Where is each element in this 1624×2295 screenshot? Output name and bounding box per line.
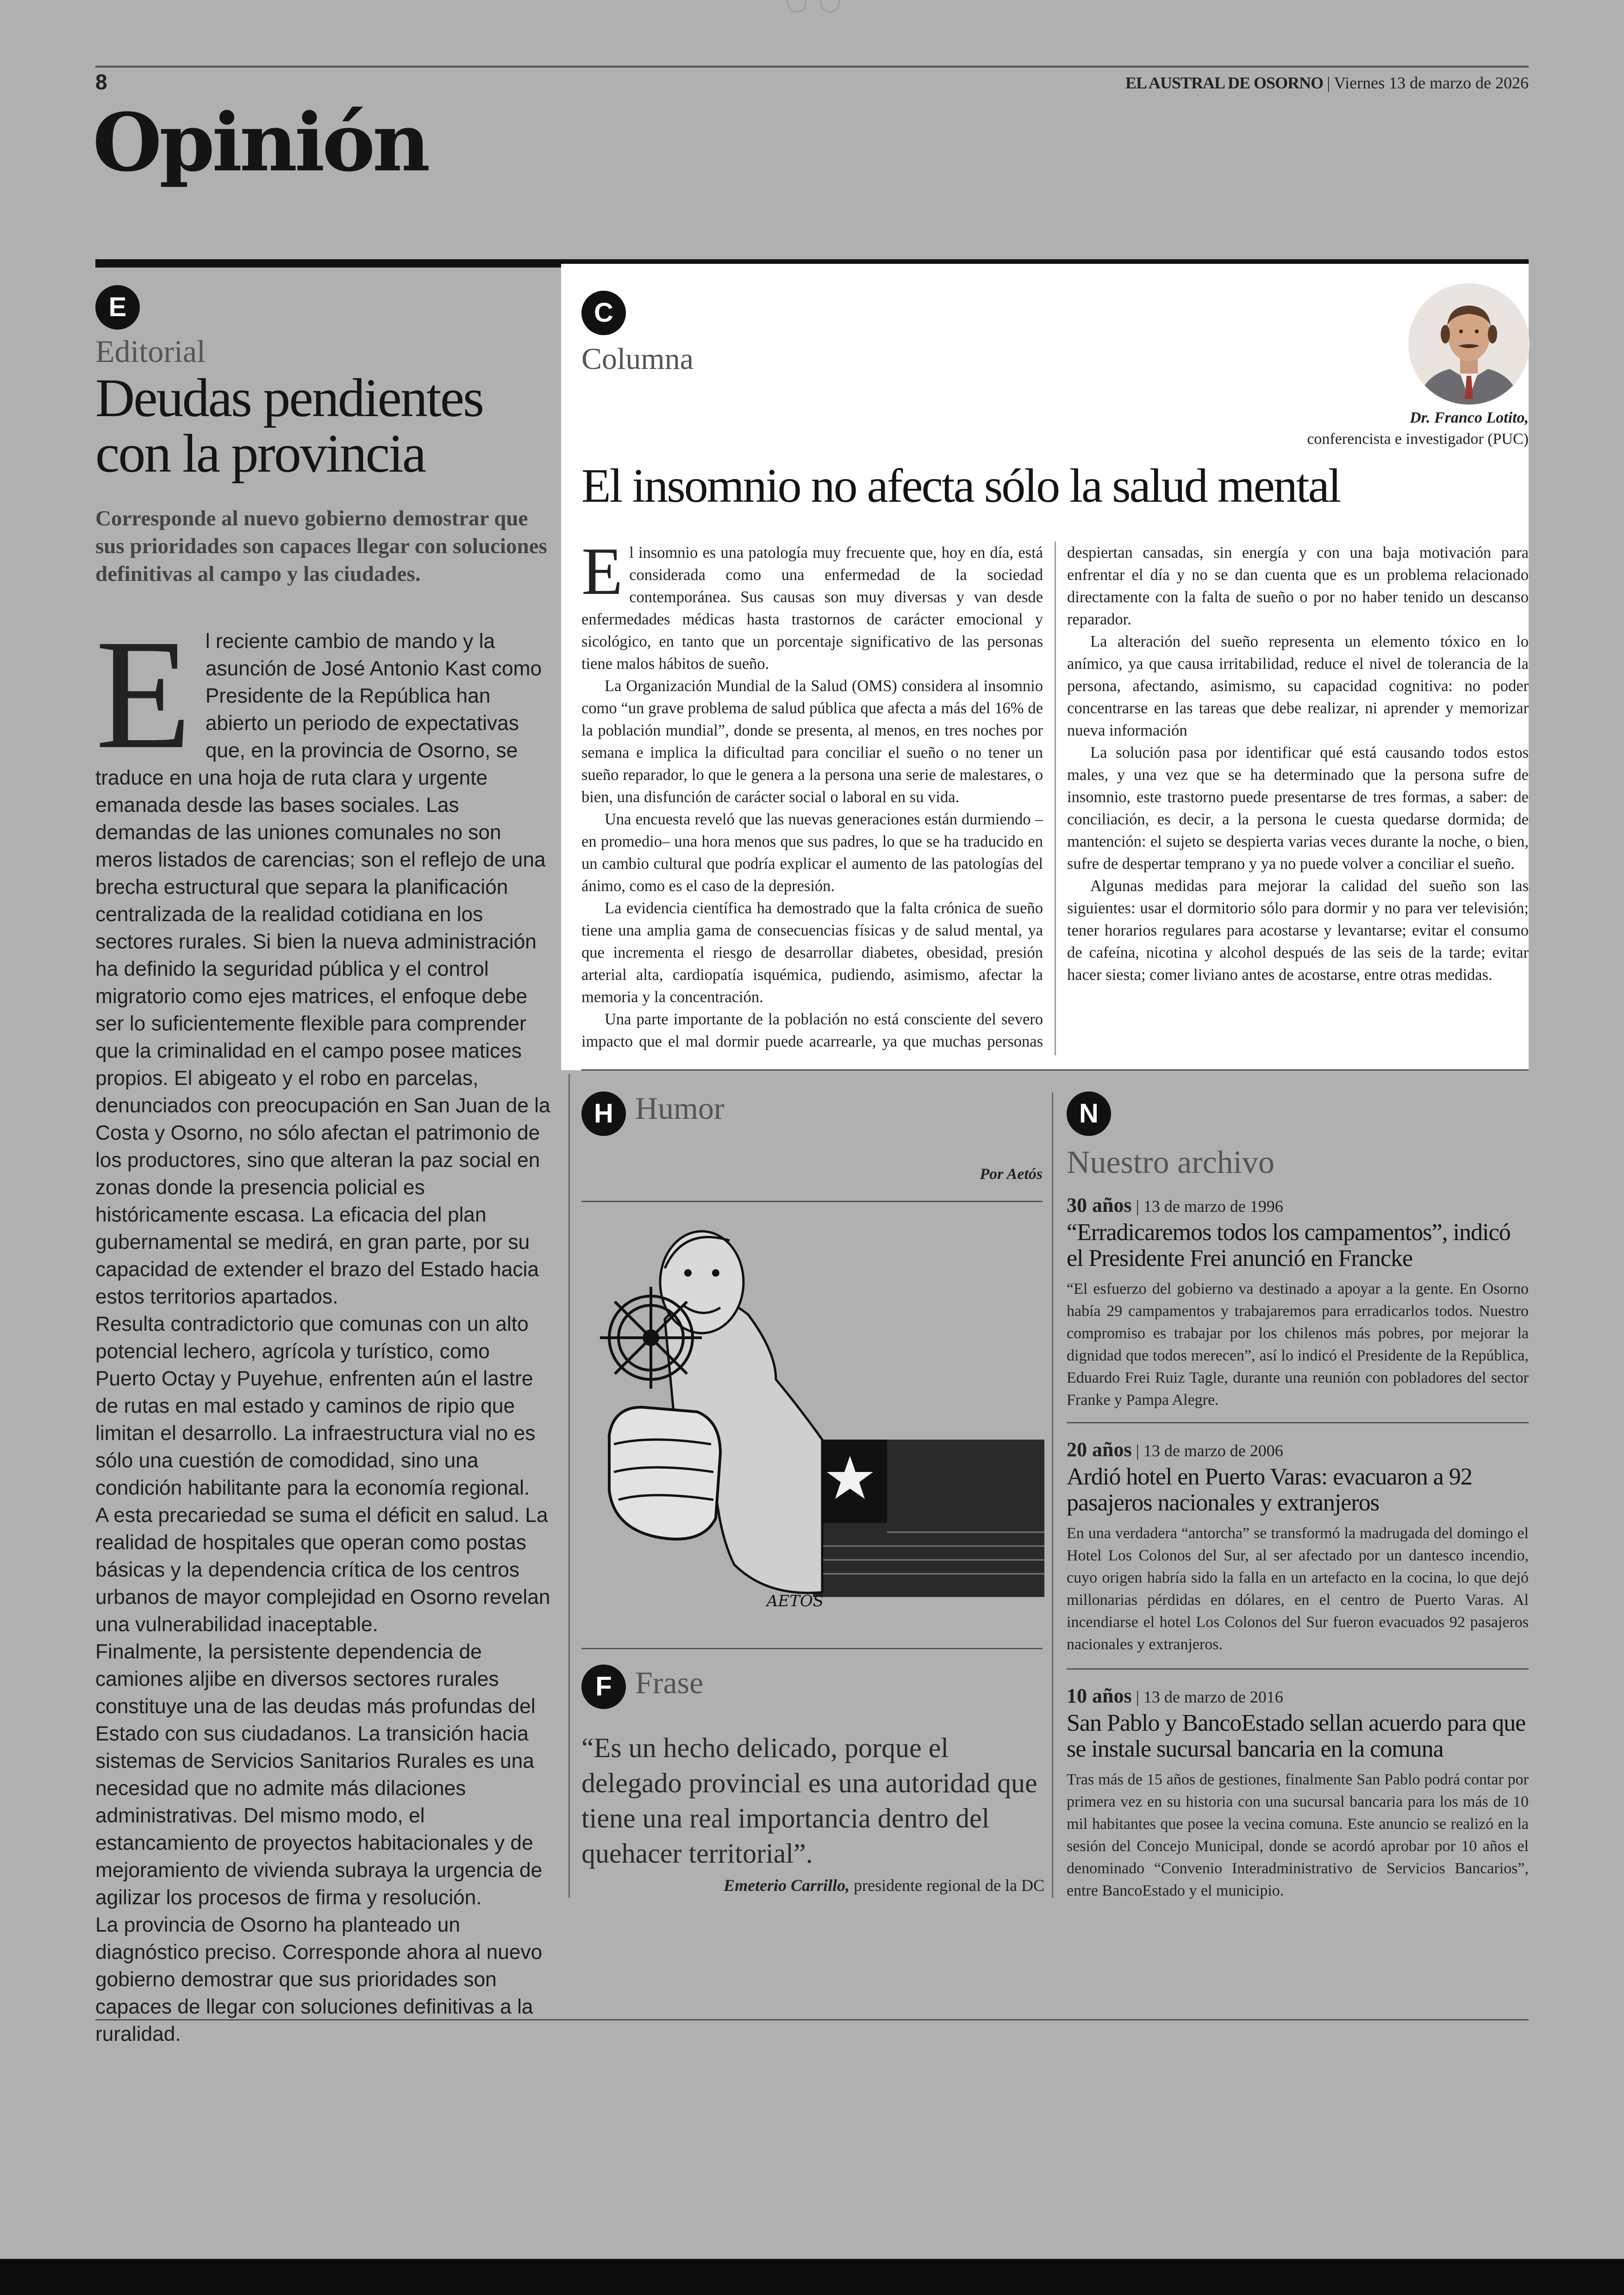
archive-item-date-line: 10 años | 13 de marzo de 2016 xyxy=(1067,1684,1283,1707)
frase-rule xyxy=(581,1648,1043,1649)
editorial-paragraph: A esta precariedad se suma el déficit en salud. La realidad de hospitales que operan como postas básicas y la dependencia crítica de los centros urbanos de mayor complejidad en Osorno revelan una vulnerabilidad inaceptable. xyxy=(95,1504,550,1636)
author-avatar xyxy=(1408,283,1530,405)
column-headline: El insomnio no afecta sólo la salud mental xyxy=(581,459,1340,512)
column-bottom-rule xyxy=(581,1069,1529,1071)
archive-item-text: Tras más de 15 años de gestiones, finalmente San Pablo podrá contar por primera vez en su historia con una sucursal bancaria para los más de 10 mil habitantes que posee la vecina comuna. Este anuncio se realizó en la sesión del Concejo Municipal, donde se acordó aprobar por 10 años el denominado “Convenio Interadministrativo de Servicios Bancarios”, entre BancoEstado y el municipio. xyxy=(1067,1771,1529,1899)
frase-author-name: Emeterio Carrillo, xyxy=(724,1876,850,1895)
column-paragraph: Una encuesta reveló que las nuevas generaciones están durmiendo –en promedio– una hora menos que sus padres, lo que se ha traducido en un cambio cultural que podría explicar el aumento de las patologías del ánimo, como es el caso de la depresión. xyxy=(581,811,1043,895)
editorial-body xyxy=(95,607,555,2048)
section-title: Opinión xyxy=(93,95,428,189)
viewer-bottom-bar xyxy=(0,2259,1624,2295)
humor-cartoon xyxy=(581,1213,1044,1620)
archive-item-date-line: 20 años | 13 de marzo de 2006 xyxy=(1067,1438,1283,1461)
frase-quote: “Es un hecho delicado, porque el delegado provincial es una autoridad que tiene una real importancia dentro del quehacer territorial”. xyxy=(581,1733,1037,1869)
column-paragraph: La alteración del sueño representa un elemento tóxico en lo anímico, ya que causa irritabilidad, reduce el nivel de tolerancia de la persona, afectando, asimismo, su capacidad cognitiva: no poder concentrarse en las tareas que debe realizar, ni aprender y memorizar nueva información xyxy=(1067,633,1529,739)
humor-badge: H xyxy=(581,1091,626,1136)
column-paragraph: La Organización Mundial de la Salud (OMS) considera al insomnio como “un grave problema de salud pública que afecta a más del 16% de la población mundial”, donde se presenta, al menos, en tres noches por semana e implica la dificultad para conciliar el sueño o no tener un sueño reparador, lo que le genera a la persona una serie de malestares, o bien, una disfunción de carácter social o laboral en su vida. xyxy=(581,677,1043,806)
column-body xyxy=(581,534,1529,1055)
editorial-drop-cap: E xyxy=(95,607,192,781)
column-paragraph: Algunas medidas para mejorar la calidad del sueño son las siguientes: usar el dormitorio sólo para dormir y no para ver televisión; tener horarios regulares para acostarse y levantarse; evitar el consumo de cafeína, nicotina y alcohol después de las seis de la tarde; evitar hacer siesta; comer liviano antes de acostarse, entre otras medidas. xyxy=(1067,877,1529,984)
archive-item-years: 20 años xyxy=(1067,1438,1132,1461)
archive-item-date: 13 de marzo de 2006 xyxy=(1143,1441,1283,1460)
archive-item-text: “El esfuerzo del gobierno va destinado a apoyar a la gente. En Osorno había 29 campamentos y trabajaremos para erradicarlos todos. Nuestro compromiso es trabajar por los chilenos más pobres, por mejorar la dignidad que todos merecen”, así lo indicó el Presidente de la República, Eduardo Frei Ruiz Tagle, durante una reunión con pobladores del sector Franke y Pampa Alegre. xyxy=(1067,1280,1529,1409)
column-paragraph: La evidencia científica ha demostrado que la falta crónica de sueño tiene una amplia gama de consecuencias físicas y de salud mental, ya que incrementa el riesgo de desarrollar diabetes, obesidad, presión arterial alta, cardiopatía isquémica, pudiendo, asimismo, afectar la memoria y la concentración. xyxy=(581,899,1043,1006)
editorial-paragraph: Resulta contradictorio que comunas con un alto potencial lechero, agrícola y turístico, como Puerto Octay y Puyehue, enfrenten aún el lastre de rutas en mal estado y caminos de ripio que limitan el desarrollo. La infraestructura vial no es sólo una cuestión de comodidad, sino una condición habilitante para la economía regional. xyxy=(95,1313,536,1499)
archive-item-date: 13 de marzo de 1996 xyxy=(1143,1197,1283,1216)
archive-badge: N xyxy=(1067,1091,1111,1136)
frase-author-role: presidente regional de la DC xyxy=(854,1876,1044,1895)
archive-item-text: En una verdadera “antorcha” se transformó la madrugada del domingo el Hotel Los Colonos del Sur, al ser afectado por un dantesco incendio, cuyo origen habría sido la falla en un artefacto en la cocina, lo que dejó millonarias pérdidas en dólares, en el centro de Puerto Varas. Al incendiarse el hotel Los Colonos del Sur fueron evacuados 92 pasajeros nacionales y extranjeros. xyxy=(1067,1525,1529,1653)
page-number: 8 xyxy=(95,70,107,94)
column-author xyxy=(1307,407,1529,450)
editorial-label: Editorial xyxy=(95,334,206,369)
footer-rule xyxy=(95,2019,1529,2021)
humor-byline: Por Aetós xyxy=(980,1166,1043,1183)
column-label: Columna xyxy=(581,342,693,376)
editorial-paragraph: El reciente cambio de mando y la asunción de José Antonio Kast como Presidente de la República han abierto un periodo de expectativas que, en la provincia de Osorno, se traduce en una hoja de ruta clara y urgente emanada desde las bases sociales. Las demandas de las uniones comunales no son meros listados de carencias; son el reflejo de una brecha estructural que separa la planificación centralizada de la realidad cotidiana en los sectores rurales. Si bien la nueva administración ha definido la seguridad pública y el control migratorio como ejes matrices, el enfoque debe ser lo suficientemente flexible para comprender que la criminalidad en el campo posee matices propios. El abigeato y el robo en parcelas, denunciados con preocupación en San Juan de la Costa y Osorno, no sólo afectan el patrimonio de los productores, sino que alteran la paz social en zonas donde la presencia policial es históricamente escasa. La eficacia del plan gubernamental se medirá, en gran parte, por su capacidad de extender el brazo del Estado hacia estos territorios apartados. xyxy=(95,607,550,1308)
archive-item-headline: Ardió hotel en Puerto Varas: evacuaron a 92 pasajeros nacionales y extranjeros xyxy=(1067,1464,1472,1516)
editorial-badge: E xyxy=(95,285,140,330)
editorial-deck: Corresponde al nuevo gobierno demostrar que sus prioridades son capaces llegar con soluciones definitivas al campo y las ciudades. xyxy=(95,506,547,586)
archive-label: Nuestro archivo xyxy=(1067,1145,1275,1180)
archive-divider xyxy=(1052,1092,1053,1898)
issue-date: Viernes 13 de marzo de 2026 xyxy=(1334,74,1529,92)
column-drop-cap: E xyxy=(581,534,623,609)
header-rule xyxy=(95,66,1529,68)
humor-label: Humor xyxy=(635,1091,725,1126)
archive-item-date: 13 de marzo de 2016 xyxy=(1143,1688,1283,1706)
archive-rule xyxy=(1067,1668,1529,1670)
archive-item-headline: “Erradicaremos todos los campamentos”, indicó el Presidente Frei anunció en Francke xyxy=(1067,1219,1511,1272)
frase-author xyxy=(724,1876,1044,1895)
archive-item-years: 10 años xyxy=(1067,1684,1132,1707)
editorial-paragraph: Finalmente, la persistente dependencia de camiones aljibe en diversos sectores rurales constituye una de las deudas más profundas del Estado con sus ciudadanos. La transición hacia sistemas de Servicios Sanitarios Rurales es una necesidad que no admite más dilaciones administrativas. Del mismo modo, el estancamiento de proyectos habitacionales y de mejoramiento de vivienda subraya la urgencia de agilizar los procesos de firma y resolución. xyxy=(95,1640,543,1909)
archive-item xyxy=(1067,1684,1529,1902)
column-badge: C xyxy=(581,291,626,335)
author-role: conferencista e investigador (PUC) xyxy=(1307,430,1529,448)
frase-label: Frase xyxy=(635,1665,704,1700)
column-divider xyxy=(568,1074,570,1898)
column-paragraph: Una parte importante de la población no está consciente del severo impacto que el mal dormir puede acarrearle, ya que muchas personas despiertan cansadas, sin energía y con una baja motivación para enfrentar el día y no se dan cuenta que es un problema relacionado directamente con la falta de sueño o por no haber tenido un descanso reparador. xyxy=(581,544,1529,1050)
editorial-headline: Deudas pendientes con la provincia xyxy=(95,368,483,484)
author-name: Dr. Franco Lotito, xyxy=(1410,409,1529,426)
publication-name: EL AUSTRAL DE OSORNO xyxy=(1125,74,1324,92)
masthead xyxy=(1125,73,1529,93)
humor-rule xyxy=(581,1201,1043,1202)
archive-item-years: 30 años xyxy=(1067,1194,1132,1216)
editorial-paragraph: La provincia de Osorno ha planteado un diagnóstico preciso. Corresponde ahora al nuevo gobierno demostrar que sus prioridades son capaces de llegar con soluciones definitivas a la ruralidad. xyxy=(95,1914,543,2046)
column-paragraph: El insomnio es una patología muy frecuente que, hoy en día, está considerada como una enfermedad de la sociedad contemporánea. Sus causas son muy diversas y van desde enfermedades médicas hasta trastornos de carácter emocional y sicológico, en tanto que un porcentaje significativo de las personas tiene malos hábitos de sueño. xyxy=(581,534,1043,673)
cartoon-signature: AETÓS xyxy=(767,1592,824,1610)
archive-item xyxy=(1067,1438,1529,1656)
archive-item-date-line: 30 años | 13 de marzo de 1996 xyxy=(1067,1194,1283,1216)
frase-badge: F xyxy=(581,1665,626,1709)
masthead-separator: | xyxy=(1327,74,1330,92)
column-paragraph: La solución pasa por identificar qué está causando todos estos males, y una vez que se ha determinado que la persona sufre de insomnio, este trastorno puede presentarse de tres formas, a saber: de conciliación, es decir, a la persona le cuesta quedarse dormida; de mantención: el sujeto se despierta varias veces durante la noche, o bien, sufre de despertar temprano y ya no puede volver a conciliar el sueño. xyxy=(1067,744,1529,873)
archive-item-headline: San Pablo y BancoEstado sellan acuerdo para que se instale sucursal bancaria en la comuna xyxy=(1067,1710,1526,1762)
archive-item xyxy=(1067,1193,1529,1411)
archive-rule xyxy=(1067,1422,1529,1423)
